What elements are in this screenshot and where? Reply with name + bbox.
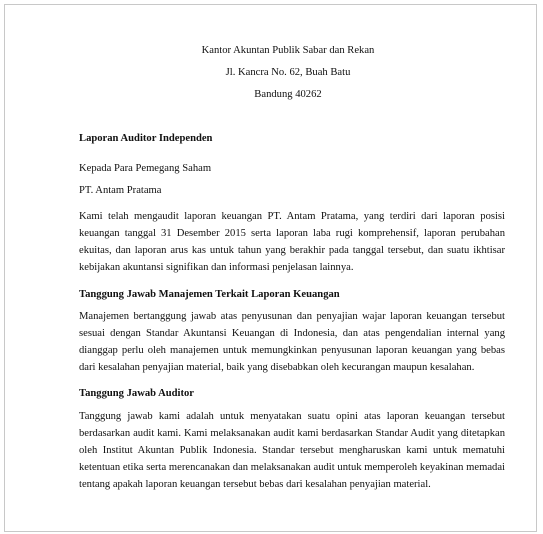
auditor-responsibility-paragraph: Tanggung jawab kami adalah untuk menyatakan suatu opini atas laporan keuangan tersebut berdasarkan audit kami. Kami melaksanakan audit kami berdasarkan Standar Audit yang ditetapkan oleh Institut Akuntan Publik Indonesia. Standar tersebut mengharuskan kami untuk mematuhi ketentuan etika serta merencanakan dan melaksanakan audit untuk memperoleh keyakinan memadai tentang apakah laporan keuangan tersebut bebas dari kesalahan penyajian material. bbox=[79, 411, 505, 490]
document-page bbox=[4, 4, 537, 532]
intro-paragraph: Kami telah mengaudit laporan keuangan PT. Antam Pratama, yang terdiri dari laporan posisi keuangan tanggal 31 Desember 2015 serta laporan laba rugi komprehensif, laporan perubahan ekuitas, dan laporan arus kas untuk tahun yang berakhir pada tanggal tersebut, dan suatu ikhtisar kebijakan akuntansi signifikan dan informasi penjelasan lainnya. bbox=[79, 211, 505, 273]
recipient-line-1: Kepada Para Pemegang Saham bbox=[79, 163, 212, 174]
firm-name: Kantor Akuntan Publik Sabar dan Rekan bbox=[201, 45, 375, 56]
firm-city: Bandung 40262 bbox=[254, 89, 322, 100]
document-body bbox=[79, 44, 505, 493]
letterhead bbox=[71, 44, 505, 101]
firm-street: Jl. Kancra No. 62, Buah Batu bbox=[225, 67, 351, 78]
management-responsibility-paragraph: Manajemen bertanggung jawab atas penyusunan dan penyajian wajar laporan keuangan tersebut sesuai dengan Standar Akuntansi Keuangan di Indonesia, dan atas pengendalian internal yang dianggap perlu oleh manajemen untuk memungkinkan penyusunan laporan keuangan yang bebas dari kesalahan penyajian material, baik yang disebabkan oleh kecurangan maupun kesalahan. bbox=[79, 311, 505, 373]
auditor-responsibility-heading: Tanggung Jawab Auditor bbox=[79, 388, 195, 399]
recipient-line-2: PT. Antam Pratama bbox=[79, 185, 162, 196]
report-title: Laporan Auditor Independen bbox=[79, 133, 213, 144]
management-responsibility-heading: Tanggung Jawab Manajemen Terkait Laporan Keuangan bbox=[79, 289, 340, 300]
